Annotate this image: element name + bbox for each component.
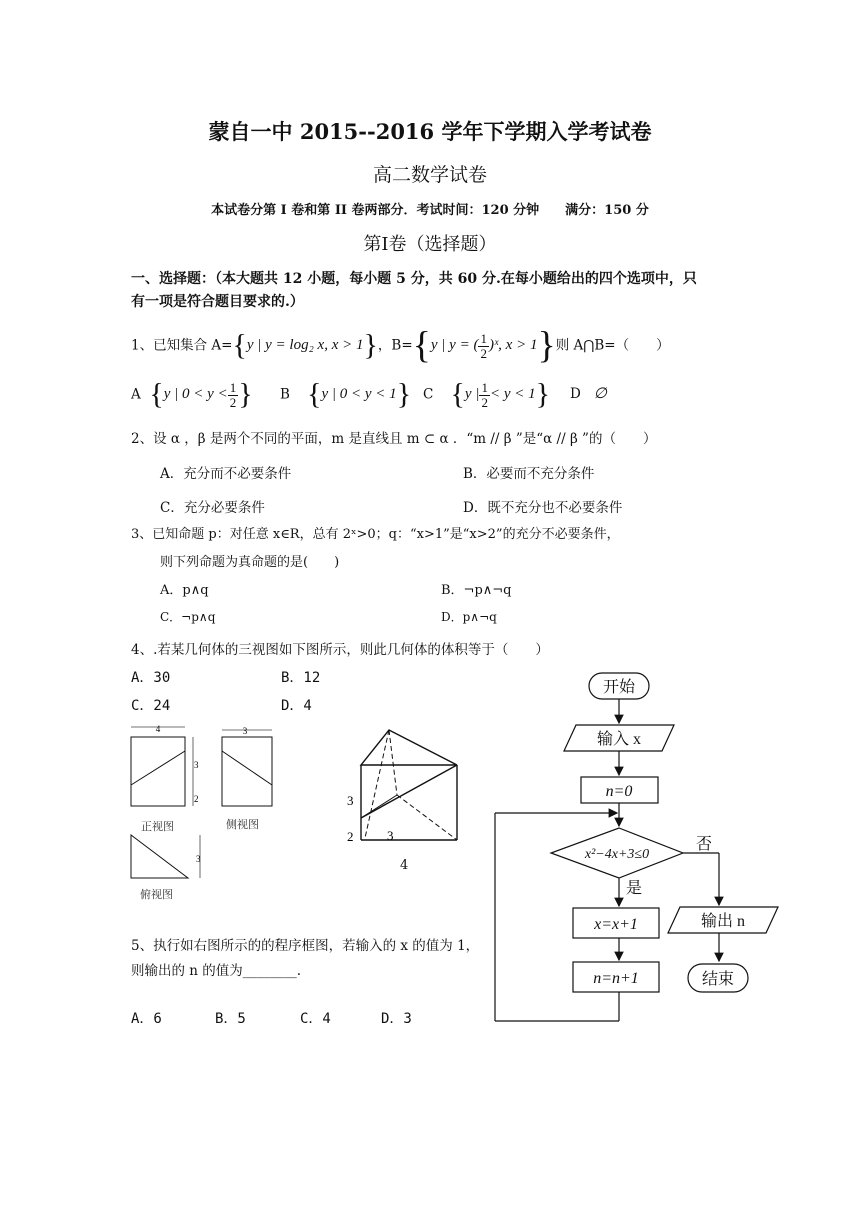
q1-option-b: B {y | 0 < y < 1}	[280, 378, 412, 411]
side-dim-3: 3	[242, 726, 248, 736]
q1-a-label: A	[131, 386, 141, 403]
question-3-line1: 3、已知命题 p：对任意 x∈R，总有 2ˣ>0；q：“x>1”是“x>2”的充分不必要条件，	[131, 527, 620, 542]
top-view-label: 俯视图	[140, 888, 173, 901]
exam-title: 蒙自一中 2015--2016 学年下学期入学考试卷	[208, 119, 652, 144]
flow-no-text: 否	[696, 836, 713, 853]
q3-option-c: C．¬p∧q	[160, 610, 216, 624]
solid-caption: 4	[400, 858, 409, 873]
part-title: 第Ⅰ卷（选择题）	[363, 234, 497, 255]
exam-note: 本试卷分第 I 卷和第 II 卷两部分．考试时间：120 分钟 满分：150 分	[211, 203, 649, 218]
section-instructions-line1: 一、选择题：（本大题共 12 小题，每小题 5 分，共 60 分.在每小题给出的四个选项中，只	[131, 271, 697, 287]
flow-yes-text: 是	[626, 880, 643, 897]
q3-option-d: D．p∧¬q	[441, 610, 497, 624]
q1-b-set: y | 0 < y < 1	[321, 386, 397, 403]
q1-c-den: 2	[481, 394, 488, 410]
flow-start-text: 开始	[602, 679, 636, 696]
q1-tail: 则 A⋂B=（ ）	[555, 337, 670, 354]
q2-option-d: D．既不充分也不必要条件	[463, 500, 623, 516]
flow-output-text: 输出 n	[700, 913, 746, 930]
q1-mid: ，B=	[377, 337, 413, 354]
q4-option-c: C．24	[131, 698, 171, 714]
q1-a-num: 1	[229, 379, 237, 395]
q1-option-d	[570, 384, 607, 403]
q1-option-c: C {y | $\frac{1}{2}$ < y < 1}	[423, 378, 551, 411]
q1-c-num: 1	[481, 379, 488, 395]
q4-option-d: D．4	[281, 698, 312, 714]
q1-set-b-pre: y | y = (	[430, 337, 479, 354]
q1-a-den: 2	[229, 394, 237, 410]
flow-init-text: n=0	[605, 783, 633, 800]
side-view-label: 侧视图	[226, 818, 259, 831]
flow-input-text: 输入 x	[596, 731, 642, 748]
solid-dim-3: 3	[347, 793, 354, 808]
q1-d-label: D	[570, 386, 581, 402]
question-4: 4、.若某几何体的三视图如下图所示，则此几何体的体积等于（ ）	[131, 642, 549, 658]
q2-option-a: A．充分而不必要条件	[160, 466, 292, 482]
q1-d-value: ∅	[593, 386, 607, 402]
q2-option-c: C．充分必要条件	[160, 500, 265, 516]
question-3-line2: 则下列命题为真命题的是( )	[160, 555, 340, 570]
q1-set-a: y | y = log₂ x, x > 1	[246, 337, 364, 354]
front-dim-2: 2	[194, 794, 199, 804]
q1-c-post: < y < 1	[489, 386, 536, 403]
flowchart	[490, 668, 790, 1028]
q5-option-b: B．5	[215, 1011, 246, 1027]
q5-option-a: A．6	[131, 1011, 162, 1027]
top-view	[125, 830, 215, 885]
section-instructions-line2: 有一项是符合题目要求的.）	[131, 294, 304, 310]
question-2: 2、设 α ，β 是两个不同的平面，m 是直线且 m ⊂ α ．“m // β ”是“α // β ”的（ ）	[131, 431, 657, 447]
question-5-line2: 则输出的 n 的值为________.	[131, 963, 302, 979]
q4-option-b: B．12	[281, 670, 321, 686]
exam-subtitle: 高二数学试卷	[372, 164, 487, 186]
flow-end-text: 结束	[701, 971, 735, 988]
question-1: 1、已知集合 A={y | y = log₂ x, x > 1}，B={y | y = ( $\frac{1}{2}$ )ˣ, x > 1}则 A⋂B=（ ）	[131, 325, 670, 367]
q5-option-d: D．3	[381, 1011, 412, 1027]
q1-a-set: y | 0 < y <	[163, 386, 228, 403]
solid-dim-2: 2	[347, 829, 354, 844]
q3-option-b: B．¬p∧¬q	[441, 583, 512, 598]
q1-set-b-post: )ˣ, x > 1	[488, 337, 538, 354]
q1-c-label: C	[423, 386, 434, 403]
q5-option-c: C．4	[300, 1011, 331, 1027]
front-dim-3: 3	[194, 760, 199, 770]
solid-figure	[335, 720, 470, 875]
side-view	[214, 722, 284, 822]
top-dim-3: 3	[196, 854, 201, 864]
q3-option-a: A．p∧q	[160, 583, 209, 598]
q1-half-num: 1	[480, 330, 487, 346]
flow-step1-text: x=x+1	[594, 916, 638, 933]
q1-c-pre: y |	[464, 386, 480, 403]
flow-cond-text: x²−4x+3≤0	[584, 847, 650, 862]
front-dim-4: 4	[155, 724, 161, 734]
q1-half-den: 2	[480, 345, 487, 361]
question-5-line1: 5、执行如右图所示的的程序框图，若输入的 x 的值为 1，	[131, 938, 480, 954]
flow-step2-text: n=n+1	[593, 970, 639, 987]
front-view-label: 正视图	[141, 820, 174, 833]
q1-prefix: 1、已知集合 A=	[131, 337, 233, 354]
q4-option-a: A．30	[131, 670, 171, 686]
q2-option-b: B．必要而不充分条件	[463, 466, 595, 482]
q1-option-a: A {y | 0 < y < $\frac{1}{2}$ }	[131, 378, 253, 411]
solid-base-3: 3	[387, 828, 394, 843]
q1-b-label: B	[280, 386, 290, 403]
